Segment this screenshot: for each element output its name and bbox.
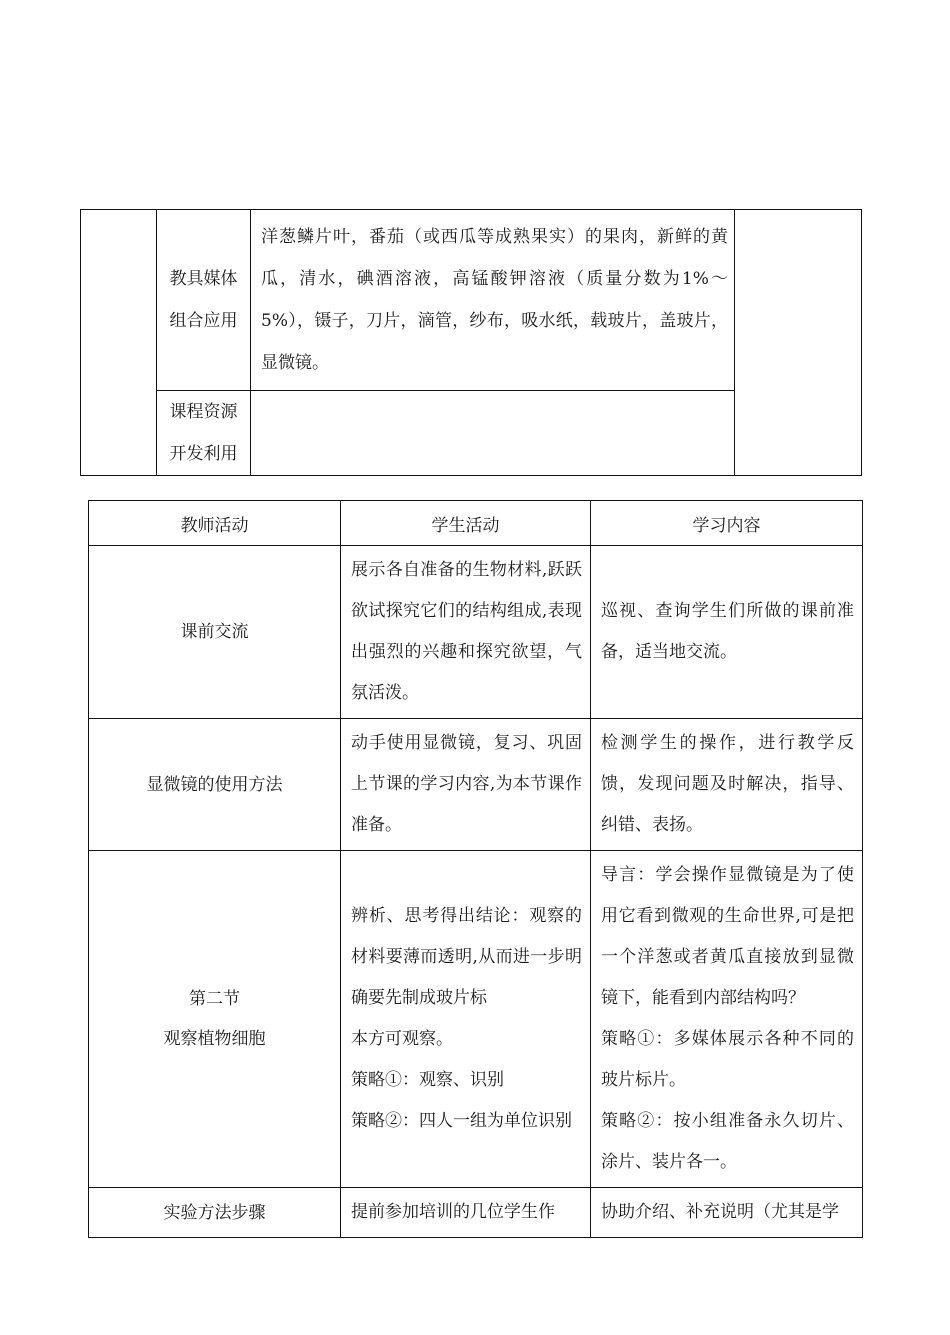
row3-student-strategy2: 策略②：四人一组为单位识别 <box>351 1111 572 1131</box>
row1-student-text: 展示各自准备的生物材料,跃跃欲试探究它们的结构组成,表现出强烈的兴趣和探究欲望，气氛活泼。 <box>351 560 582 703</box>
row4-content <box>591 1188 863 1238</box>
media-resources-table <box>80 209 862 476</box>
table-row <box>89 1188 863 1238</box>
resources-content <box>251 391 735 476</box>
row3-student-text: 本方可观察。 <box>351 1029 453 1049</box>
row1-teacher <box>89 546 341 719</box>
header-teacher-activity: 教师活动 <box>89 501 341 546</box>
media-content: 洋葱鳞片叶，番茄（或西瓜等成熟果实）的果肉，新鲜的黄瓜，清水，碘酒溶液，高锰酸钾溶液（质量分数为1%～5%），镊子，刀片，滴管，纱布，吸水纸，载玻片，盖玻片，显微镜。 <box>251 210 735 391</box>
table-row <box>89 719 863 851</box>
row3-teacher-line1: 第二节 <box>189 989 240 1009</box>
row4-teacher-text: 实验方法步骤 <box>163 1202 266 1223</box>
row1-content <box>591 546 863 719</box>
resources-label-line1: 课程资源 <box>169 402 238 422</box>
row2-teacher <box>89 719 341 851</box>
row1-teacher-text: 课前交流 <box>180 622 249 642</box>
row1-content-text: 巡视、查询学生们所做的课前准备，适当地交流。 <box>601 601 854 662</box>
header-learning-content: 学习内容 <box>591 501 863 546</box>
media-label-line1: 教具媒体 <box>169 269 238 289</box>
row4-teacher <box>89 1188 341 1238</box>
row2-content-text: 检测学生的操作，进行教学反馈，发现问题及时解决，指导、纠错、表扬。 <box>601 733 854 835</box>
row3-content-strategy2: 策略②：按小组准备永久切片、涂片、装片各一。 <box>601 1111 854 1172</box>
row3-student-strategy1: 策略①：观察、识别 <box>351 1070 504 1090</box>
row2-student-text: 动手使用显微镜，复习、巩固上节课的学习内容,为本节课作准备。 <box>351 733 582 835</box>
row3-student-text: 辨析、思考得出结论：观察的材料要薄而透明,从而进一步明确要先制成玻片标 <box>351 906 582 1008</box>
row1-student <box>341 546 591 719</box>
row3-teacher <box>89 851 341 1188</box>
media-label-cell <box>157 210 251 391</box>
row3-content-intro: 导言：学会操作显微镜是为了使用它看到微观的生命世界,可是把一个洋葱或者黄瓜直接放到显微镜下，能看到内部结构吗？ <box>601 865 854 1008</box>
activity-table <box>88 500 863 1238</box>
resources-label-cell <box>157 391 251 476</box>
row4-content-text: 协助介绍、补充说明（尤其是学 <box>601 1202 839 1222</box>
row2-content <box>591 719 863 851</box>
row3-student <box>341 851 591 1188</box>
row3-content-strategy1: 策略①：多媒体展示各种不同的玻片标片。 <box>601 1029 854 1090</box>
table-row <box>89 851 863 1188</box>
blank-right-cell <box>735 210 862 476</box>
media-label-line2: 组合应用 <box>169 311 238 331</box>
row3-content <box>591 851 863 1188</box>
resources-label-line2: 开发利用 <box>169 444 238 464</box>
header-student-activity: 学生活动 <box>341 501 591 546</box>
row2-student <box>341 719 591 851</box>
blank-left-cell <box>81 210 157 476</box>
row4-student <box>341 1188 591 1238</box>
row4-student-text: 提前参加培训的几位学生作 <box>351 1202 555 1222</box>
table-row <box>89 546 863 719</box>
row3-teacher-line2: 观察植物细胞 <box>163 1029 266 1049</box>
row2-teacher-text: 显微镜的使用方法 <box>146 774 283 795</box>
